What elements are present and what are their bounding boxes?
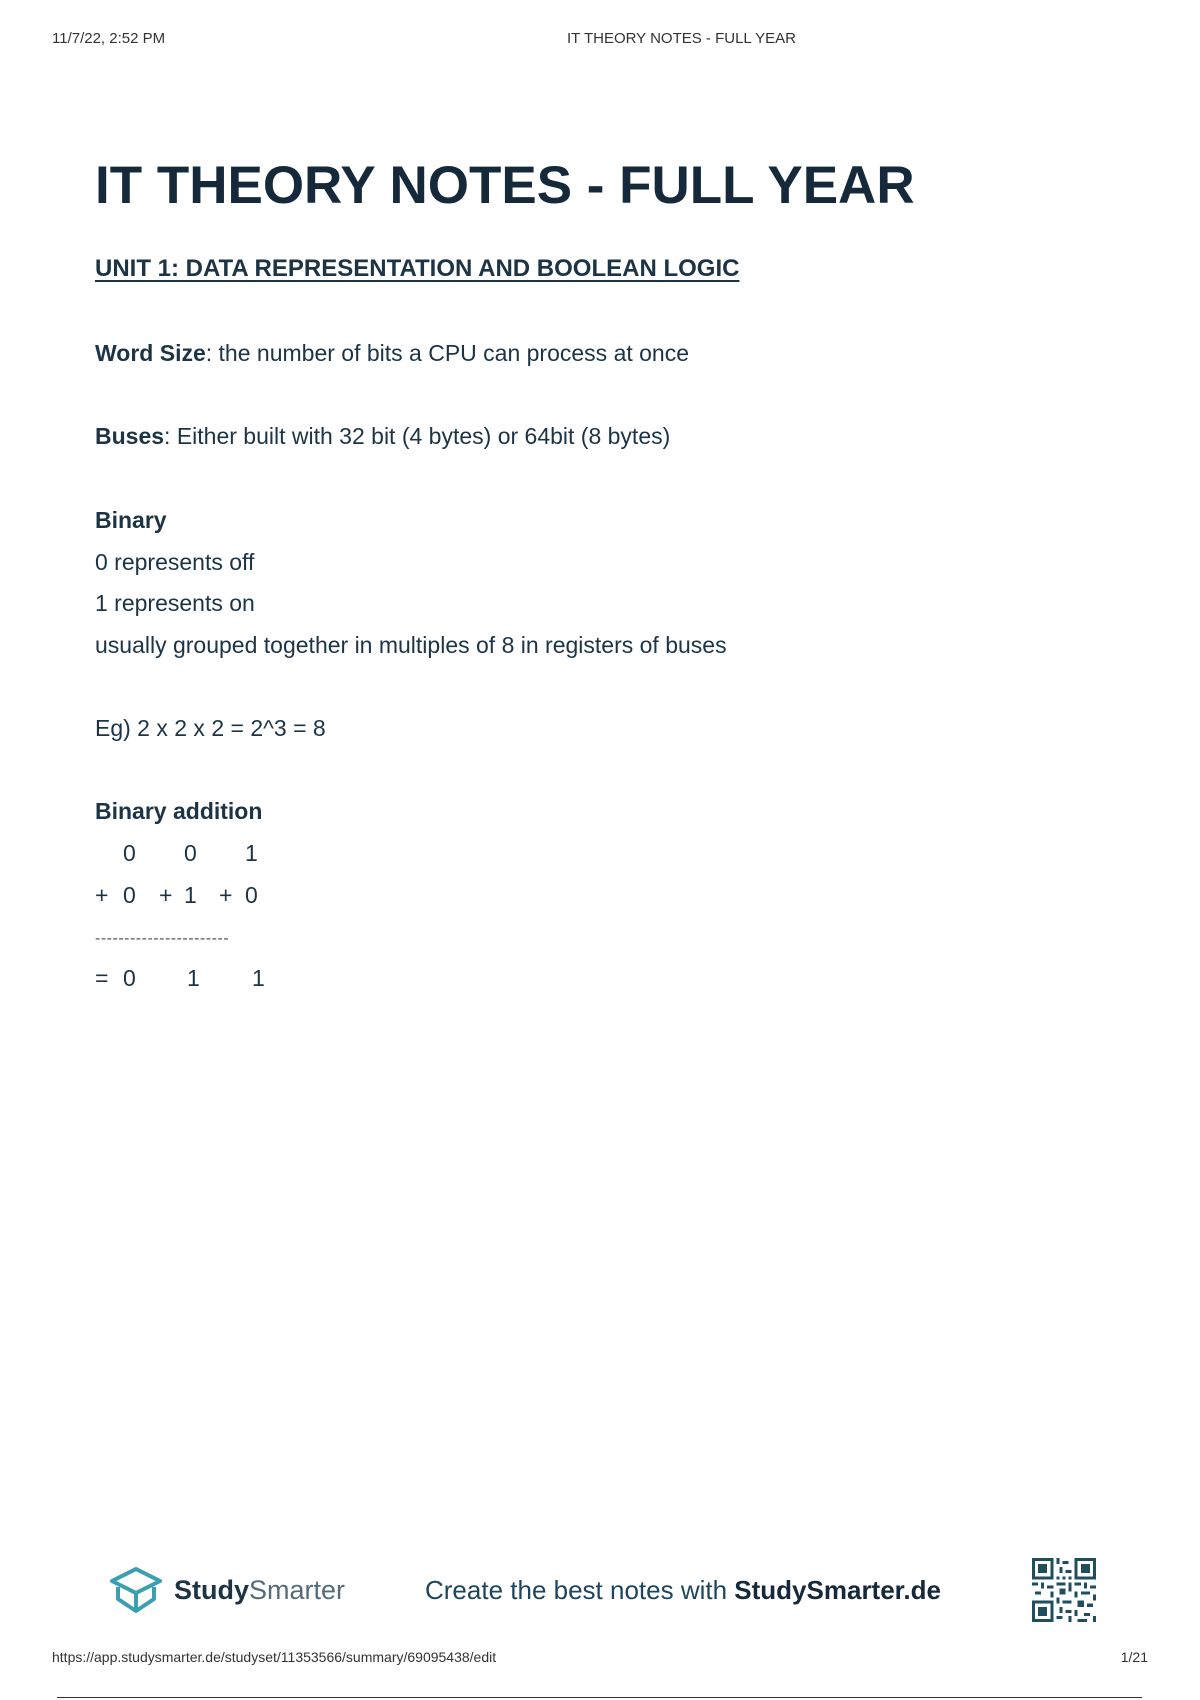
- print-datetime: 11/7/22, 2:52 PM: [52, 30, 166, 47]
- binary-line: 1 represents on: [95, 590, 255, 616]
- addition-digit: 0: [184, 840, 197, 866]
- word-size-text: : the number of bits a CPU can process at once: [205, 340, 690, 366]
- bottom-divider: [57, 1697, 1142, 1698]
- addition-digit: 0: [245, 882, 258, 908]
- addition-digit: 1: [184, 882, 197, 908]
- logo-wordmark: [174, 1575, 345, 1606]
- addition-row-addends: [95, 882, 395, 912]
- binary-line: usually grouped together in multiples of 8 in registers of buses: [95, 632, 727, 658]
- buses-term: Buses: [95, 423, 165, 449]
- word-size-definition: [95, 340, 689, 367]
- addition-result-digit: 1: [187, 965, 200, 991]
- print-header: [52, 30, 1148, 50]
- addition-operator: +: [95, 882, 109, 908]
- addition-operator: +: [219, 882, 233, 908]
- qr-code-icon[interactable]: [1032, 1558, 1096, 1622]
- binary-heading: Binary: [95, 507, 167, 533]
- word-size-term: Word Size: [95, 340, 206, 366]
- addition-result-digit: 0: [123, 965, 136, 991]
- addition-digit: 0: [123, 840, 136, 866]
- binary-example: Eg) 2 x 2 x 2 = 2^3 = 8: [95, 715, 326, 741]
- addition-result-digit: 1: [252, 965, 265, 991]
- studysmarter-logo-icon: [108, 1565, 164, 1615]
- binary-line: 0 represents off: [95, 549, 255, 575]
- footer-tagline[interactable]: [425, 1575, 941, 1606]
- buses-text: : Either built with 32 bit (4 bytes) or 64bit (8 bytes): [164, 423, 671, 449]
- addition-separator: -----------------------: [95, 930, 230, 947]
- logo-wordmark-light: Smarter: [249, 1574, 346, 1605]
- binary-addition-heading: Binary addition: [95, 798, 263, 824]
- addition-row-result: [95, 965, 395, 995]
- tagline-prefix: Create the best notes with: [425, 1575, 735, 1605]
- page-title: IT THEORY NOTES - FULL YEAR: [95, 156, 915, 215]
- print-header-title: IT THEORY NOTES - FULL YEAR: [567, 30, 796, 47]
- unit-heading: UNIT 1: DATA REPRESENTATION AND BOOLEAN LOGIC: [95, 255, 740, 282]
- addition-digit: 0: [123, 882, 136, 908]
- buses-definition: [95, 423, 670, 450]
- studysmarter-logo[interactable]: [108, 1565, 345, 1615]
- logo-wordmark-bold: Study: [174, 1574, 250, 1605]
- addition-row-operands: [95, 840, 395, 870]
- addition-digit: 1: [245, 840, 258, 866]
- footer-banner: [0, 1555, 1200, 1625]
- addition-equals: =: [95, 965, 109, 991]
- tagline-brand-link[interactable]: StudySmarter.de: [734, 1575, 941, 1605]
- print-footer: [52, 1649, 1148, 1669]
- page-number: 1/21: [1120, 1649, 1148, 1665]
- print-url[interactable]: https://app.studysmarter.de/studyset/11353566/summary/69095438/edit: [52, 1649, 497, 1665]
- addition-operator: +: [159, 882, 173, 908]
